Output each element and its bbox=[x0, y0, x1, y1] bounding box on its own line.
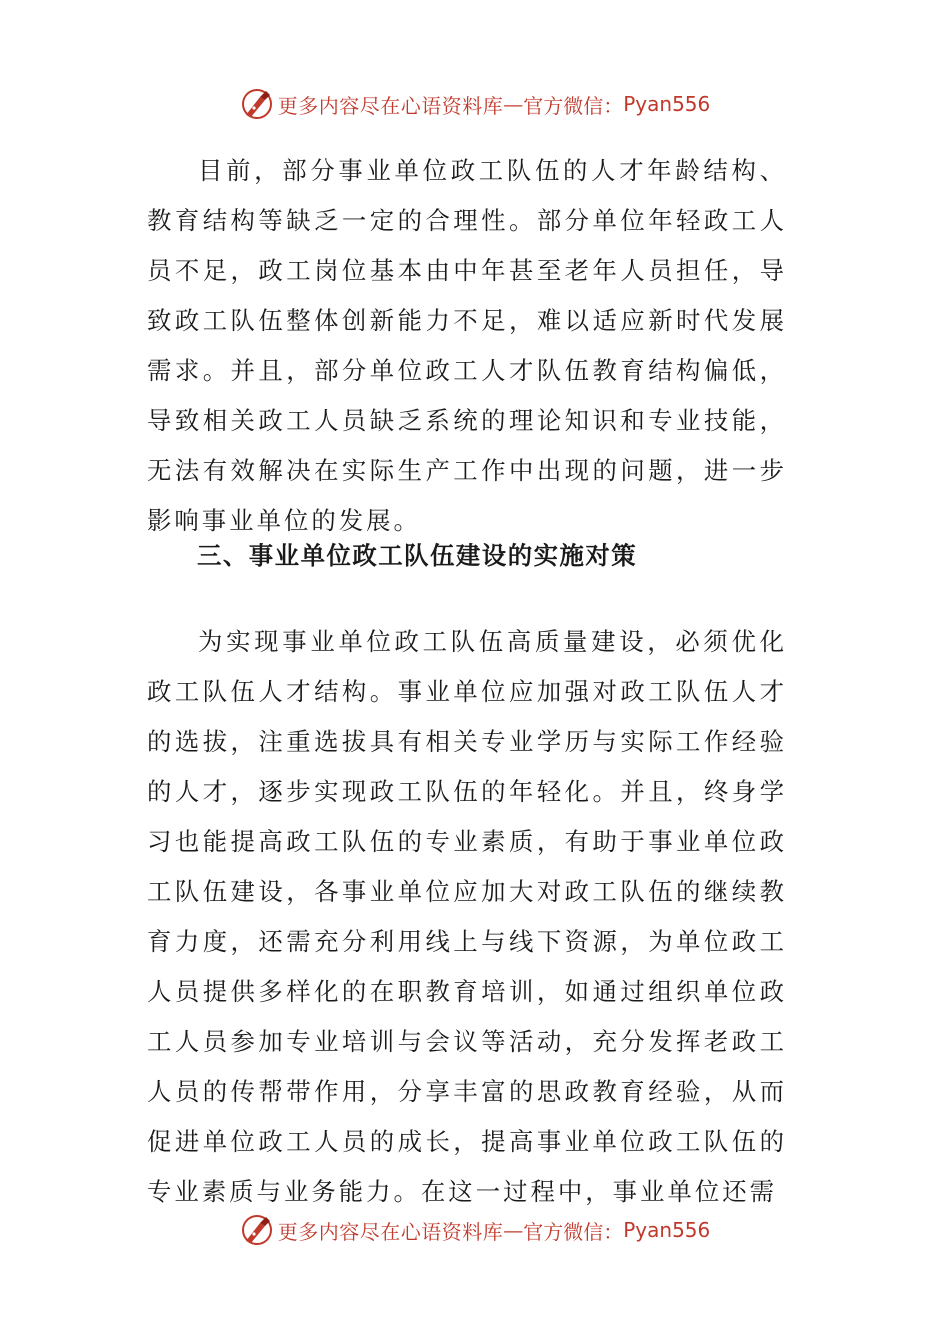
banner-wechat-id: Pyan556 bbox=[623, 1218, 711, 1242]
banner-wechat-label: 官方微信： bbox=[523, 93, 624, 118]
banner-separator: — bbox=[503, 1218, 524, 1242]
section-heading: 三、事业单位政工队伍建设的实施对策 bbox=[197, 541, 638, 570]
banner-text: 更多内容尽在心语资料库 bbox=[277, 1219, 504, 1244]
banner-wechat-label: 官方微信： bbox=[523, 1219, 624, 1244]
paragraph-1: 目前，部分事业单位政工队伍的人才年龄结构、教育结构等缺乏一定的合理性。部分单位年轻政工人员不足，政工岗位基本由中年甚至老年人员担任，导致政工队伍整体创新能力不足，难以适应新时代发展需求。并且，部分单位政工人才队伍教育结构偏低，导致相关政工人员缺乏系统的理论知识和专业技能，无法有效解决在实际生产工作中出现的问题，进一步影响事业单位的发展。 bbox=[147, 156, 787, 535]
footer-banner bbox=[0, 1210, 950, 1250]
banner-wechat-id: Pyan556 bbox=[623, 92, 711, 116]
pen-nib-logo-icon bbox=[240, 1213, 274, 1247]
pen-nib-logo-icon bbox=[240, 87, 274, 121]
header-banner bbox=[0, 84, 950, 124]
banner-separator: — bbox=[503, 92, 524, 116]
banner-text: 更多内容尽在心语资料库 bbox=[277, 93, 504, 118]
paragraph-2: 为实现事业单位政工队伍高质量建设，必须优化政工队伍人才结构。事业单位应加强对政工队伍人才的选拔，注重选拔具有相关专业学历与实际工作经验的人才，逐步实现政工队伍的年轻化。并且，终身学习也能提高政工队伍的专业素质，有助于事业单位政工队伍建设，各事业单位应加大对政工队伍的继续教育力度，还需充分利用线上与线下资源，为单位政工人员提供多样化的在职教育培训，如通过组织单位政工人员参加专业培训与会议等活动，充分发挥老政工人员的传帮带作用，分享丰富的思政教育经验，从而促进单位政工人员的成长，提高事业单位政工队伍的专业素质与业务能力。在这一过程中，事业单位还需 bbox=[147, 627, 787, 1206]
